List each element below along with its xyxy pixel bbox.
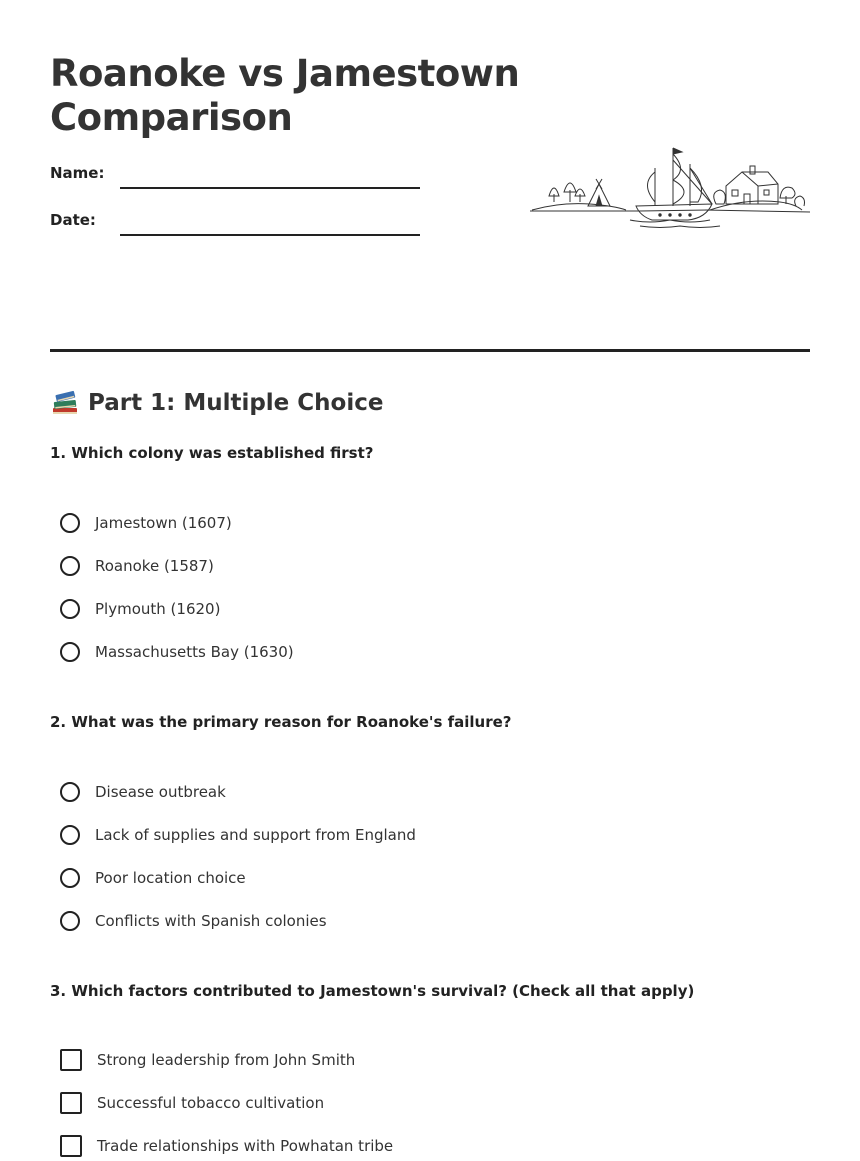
question-3: 3. Which factors contributed to Jamestown's survival? (Check all that apply) (50, 982, 695, 1000)
name-input-line[interactable] (120, 187, 420, 189)
option-label: Disease outbreak (95, 783, 226, 801)
date-field-row (50, 207, 470, 237)
q1-option-4[interactable] (60, 639, 294, 665)
part1-title: Part 1: Multiple Choice (88, 390, 384, 416)
radio-button[interactable] (60, 782, 80, 802)
option-label: Poor location choice (95, 869, 246, 887)
radio-button[interactable] (60, 513, 80, 533)
q3-option-1[interactable] (60, 1047, 355, 1073)
radio-button[interactable] (60, 911, 80, 931)
colonial-landscape-illustration (530, 140, 810, 230)
option-label: Strong leadership from John Smith (97, 1051, 356, 1069)
radio-button[interactable] (60, 868, 80, 888)
q3-option-2[interactable] (60, 1090, 324, 1116)
name-field-row (50, 160, 470, 190)
q2-option-4[interactable] (60, 908, 327, 934)
q2-option-1[interactable] (60, 779, 226, 805)
name-label: Name: (50, 164, 105, 182)
question-2: 2. What was the primary reason for Roanoke's failure? (50, 713, 512, 731)
q2-option-2[interactable] (60, 822, 416, 848)
radio-button[interactable] (60, 599, 80, 619)
part1-heading (50, 386, 383, 420)
q1-option-2[interactable] (60, 553, 214, 579)
option-label: Massachusetts Bay (1630) (95, 643, 294, 661)
option-label: Plymouth (1620) (95, 600, 221, 618)
page-title: Roanoke vs Jamestown Comparison (50, 52, 520, 139)
header-divider (50, 349, 810, 352)
option-label: Roanoke (1587) (95, 557, 214, 575)
q1-option-3[interactable] (60, 596, 220, 622)
checkbox[interactable] (60, 1049, 82, 1071)
q1-option-1[interactable] (60, 510, 232, 536)
worksheet-page (50, 0, 810, 1161)
date-input-line[interactable] (120, 234, 420, 236)
option-label: Successful tobacco cultivation (97, 1094, 325, 1112)
radio-button[interactable] (60, 642, 80, 662)
q3-option-3[interactable] (60, 1133, 393, 1159)
option-label: Jamestown (1607) (95, 514, 232, 532)
option-label: Trade relationships with Powhatan tribe (97, 1137, 394, 1155)
q2-option-3[interactable] (60, 865, 246, 891)
checkbox[interactable] (60, 1092, 82, 1114)
checkbox[interactable] (60, 1135, 82, 1157)
date-label: Date: (50, 211, 96, 229)
books-icon (50, 388, 80, 418)
option-label: Lack of supplies and support from England (95, 826, 416, 844)
radio-button[interactable] (60, 825, 80, 845)
option-label: Conflicts with Spanish colonies (95, 912, 327, 930)
question-1: 1. Which colony was established first? (50, 444, 374, 462)
radio-button[interactable] (60, 556, 80, 576)
